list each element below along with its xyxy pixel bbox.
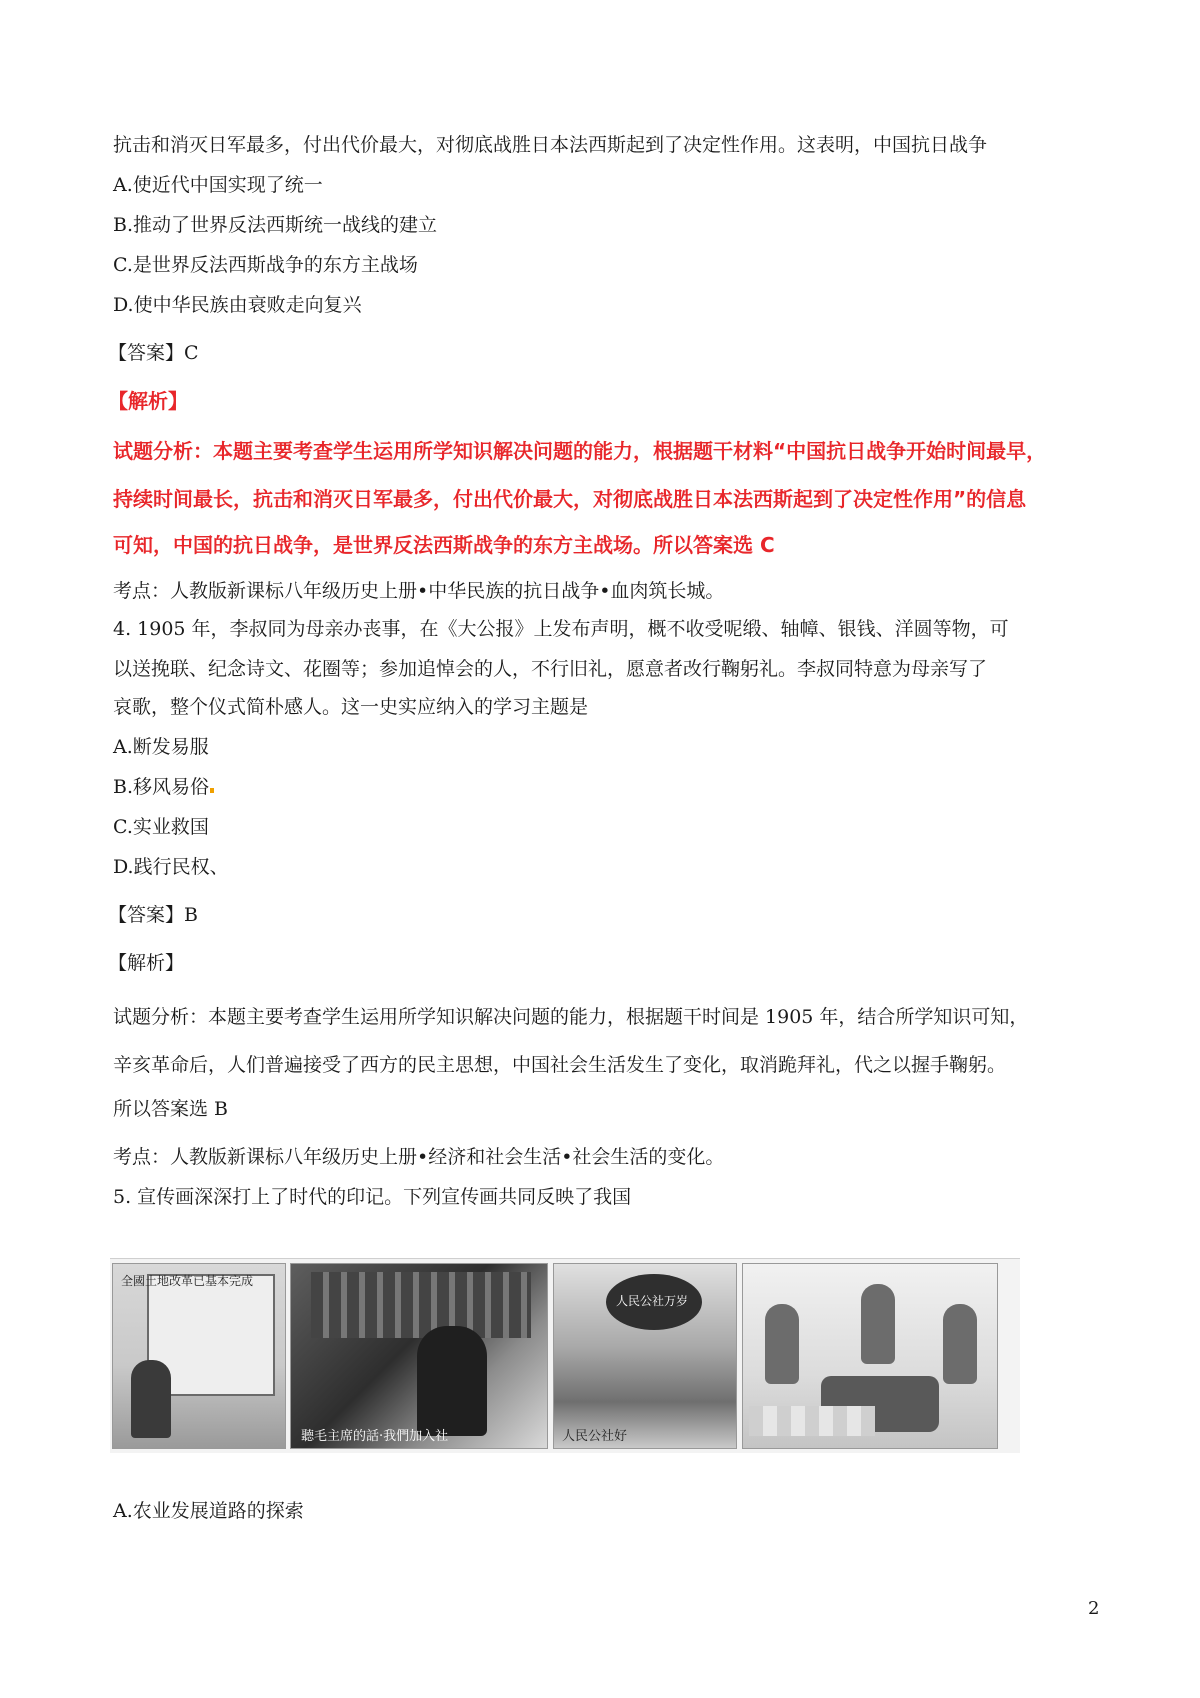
q5-option-a: A.农业发展道路的探索 — [113, 1500, 304, 1522]
q4-stem-line-1: 4. 1905 年，李叔同为母亲办丧事，在《大公报》上发布声明，概不收受呢缎、轴幛、银钱、洋圆等物，可 — [113, 618, 1009, 640]
page-number: 2 — [1088, 1598, 1100, 1619]
q5-poster-strip — [110, 1258, 1020, 1453]
q3-kaodian: 考点：人教版新课标八年级历史上册•中华民族的抗日战争•血肉筑长城。 — [113, 580, 725, 602]
poster-peoples-commune — [553, 1263, 737, 1449]
q3-analysis-line-3: 可知，中国的抗日战争，是世界反法西斯战争的东方主战场。所以答案选 C — [113, 533, 775, 557]
poster-figure — [417, 1326, 487, 1436]
poster-3-label: 人民公社万岁 — [616, 1294, 689, 1308]
q4-analysis-line-3: 所以答案选 B — [113, 1098, 229, 1120]
q4-analysis-line-1: 试题分析：本题主要考查学生运用所学知识解决问题的能力，根据题干时间是 1905 年，结合所学知识可知， — [113, 1006, 1029, 1028]
q4-analysis-title: 【解析】 — [108, 952, 185, 974]
poster-cartoon — [742, 1263, 998, 1449]
poster-1-title: 全國土地改革已基本完成 — [121, 1274, 254, 1288]
poster-blur — [749, 1406, 875, 1436]
q4-kaodian: 考点：人教版新课标八年级历史上册•经济和社会生活•社会生活的变化。 — [113, 1146, 725, 1168]
q4-option-d: D.践行民权、 — [113, 856, 229, 878]
q3-analysis-line-1: 试题分析：本题主要考查学生运用所学知识解决问题的能力，根据题干材料“中国抗日战争开始时间最早， — [113, 439, 1047, 463]
q5-stem: 5. 宣传画深深打上了时代的印记。下列宣传画共同反映了我国 — [113, 1186, 632, 1208]
poster-background — [311, 1272, 531, 1338]
q3-option-d: D.使中华民族由衰败走向复兴 — [113, 294, 362, 316]
poster-3-caption: 人民公社好 — [562, 1429, 628, 1444]
q4-option-c: C.实业救国 — [113, 816, 209, 838]
poster-land-reform — [112, 1263, 286, 1449]
marker-dot — [210, 788, 214, 793]
q3-answer: 【答案】C — [108, 342, 199, 364]
poster-figure — [943, 1304, 977, 1384]
poster-2-caption: 聽毛主席的話·我們加入社 — [301, 1429, 449, 1444]
q4-analysis-line-2: 辛亥革命后，人们普遍接受了西方的民主思想，中国社会生活发生了变化，取消跪拜礼，代之以握手鞠躬。 — [113, 1054, 1007, 1076]
q3-option-a: A.使近代中国实现了统一 — [113, 174, 323, 196]
q4-option-b-row — [113, 774, 214, 800]
q4-stem-line-3: 哀歌，整个仪式简朴感人。这一史实应纳入的学习主题是 — [113, 696, 589, 718]
q3-option-c: C.是世界反法西斯战争的东方主战场 — [113, 254, 418, 276]
q3-analysis-line-2: 持续时间最长，抗击和消灭日军最多，付出代价最大，对彻底战胜日本法西斯起到了决定性作用”的信息 — [113, 487, 1027, 511]
q4-answer: 【答案】B — [108, 904, 198, 926]
q4-option-a: A.断发易服 — [113, 736, 209, 758]
q4-option-b: B.移风易俗 — [113, 776, 210, 798]
q3-analysis-title: 【解析】 — [108, 389, 188, 413]
q4-stem-line-2: 以送挽联、纪念诗文、花圈等；参加追悼会的人，不行旧礼，愿意者改行鞠躬礼。李叔同特意为母亲写了 — [113, 658, 988, 680]
poster-figure — [131, 1360, 171, 1438]
q3-stem-tail: 抗击和消灭日军最多，付出代价最大，对彻底战胜日本法西斯起到了决定性作用。这表明，中国抗日战争 — [113, 134, 988, 156]
poster-cooperative — [290, 1263, 548, 1449]
poster-figure — [765, 1304, 799, 1384]
poster-figure — [861, 1284, 895, 1364]
q3-option-b: B.推动了世界反法西斯统一战线的建立 — [113, 214, 438, 236]
